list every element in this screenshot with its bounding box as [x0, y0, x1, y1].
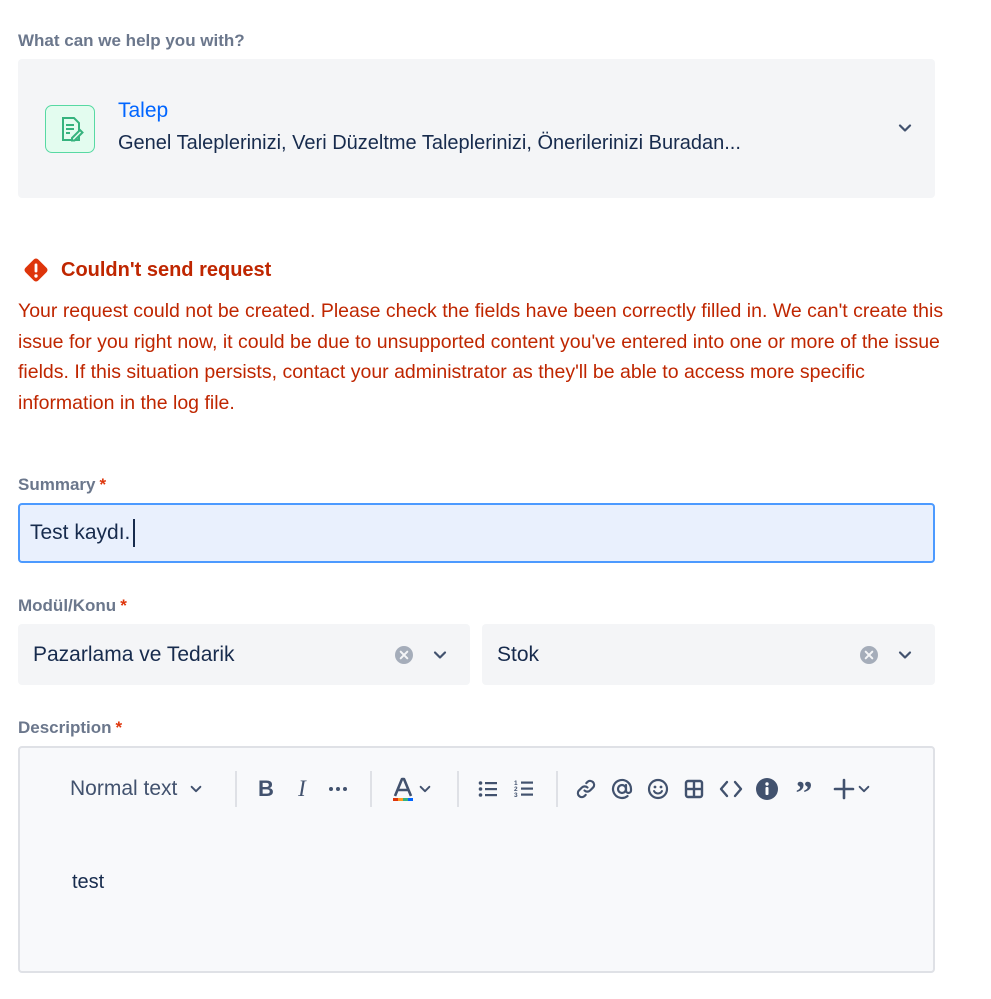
emoji-icon[interactable]: [644, 773, 672, 805]
italic-button[interactable]: [288, 773, 316, 805]
toolbar-divider: [370, 771, 372, 807]
modul-select[interactable]: [18, 624, 470, 685]
svg-text:3: 3: [514, 792, 518, 799]
insert-more-button[interactable]: [828, 773, 876, 805]
konu-select-value: Stok: [497, 643, 540, 666]
summary-input[interactable]: [18, 503, 935, 563]
quote-icon[interactable]: [789, 773, 819, 805]
error-icon: [22, 256, 50, 284]
link-icon[interactable]: [572, 773, 600, 805]
code-icon[interactable]: [716, 773, 746, 805]
konu-select[interactable]: [482, 624, 935, 685]
error-message: Your request could not be created. Please check the fields have been correctly filled in. We can't create this issue for you right now, it could be due to unsupported content you've entered into one or more of the issue fields. If this situation persists, contact your administrator as they'll be able to access more specific information in the log file.: [18, 300, 944, 414]
description-editor[interactable]: [18, 746, 935, 973]
chevron-down-icon[interactable]: [897, 647, 913, 663]
summary-label-text: Summary: [18, 475, 96, 494]
info-panel-icon[interactable]: [753, 773, 781, 805]
mention-icon[interactable]: [608, 773, 636, 805]
toolbar-divider: [457, 771, 459, 807]
toolbar-divider: [235, 771, 237, 807]
svg-text:B: B: [258, 778, 274, 800]
modul-select-value: Pazarlama ve Tedarik: [33, 643, 235, 666]
svg-text:I: I: [298, 778, 306, 800]
description-content[interactable]: test: [72, 871, 105, 893]
svg-text:”: ”: [795, 778, 813, 800]
clear-icon[interactable]: [394, 645, 414, 665]
modul-label-text: Modül/Konu: [18, 596, 117, 615]
bold-button[interactable]: [252, 773, 280, 805]
bullet-list-icon[interactable]: [474, 773, 502, 805]
document-edit-icon: [45, 105, 95, 153]
required-marker: *: [99, 475, 107, 494]
text-caret: [133, 519, 135, 547]
description-label: [18, 718, 122, 738]
request-type-title: Talep: [118, 99, 169, 122]
text-style-dropdown[interactable]: [70, 773, 203, 805]
help-label: What can we help you with?: [18, 31, 245, 50]
chevron-down-icon[interactable]: [897, 120, 913, 136]
required-marker: *: [115, 718, 123, 737]
text-color-button[interactable]: [386, 773, 436, 805]
chevron-down-icon[interactable]: [432, 647, 448, 663]
error-title: Couldn't send request: [61, 259, 272, 281]
svg-text:1: 1: [514, 780, 518, 787]
table-icon[interactable]: [680, 773, 708, 805]
summary-label: [18, 475, 106, 495]
toolbar-divider: [556, 771, 558, 807]
more-formatting-icon[interactable]: [324, 773, 352, 805]
description-label-text: Description: [18, 718, 112, 737]
required-marker: *: [120, 596, 127, 615]
modul-label: [18, 596, 127, 616]
chevron-down-icon: [189, 782, 203, 796]
svg-text:2: 2: [514, 786, 518, 793]
clear-icon[interactable]: [859, 645, 879, 665]
request-type-select[interactable]: [18, 59, 935, 198]
text-style-label: Normal text: [70, 777, 178, 800]
numbered-list-icon[interactable]: [510, 773, 538, 805]
request-type-description: Genel Taleplerinizi, Veri Düzeltme Taleplerinizi, Önerilerinizi Buradan...: [118, 132, 741, 154]
